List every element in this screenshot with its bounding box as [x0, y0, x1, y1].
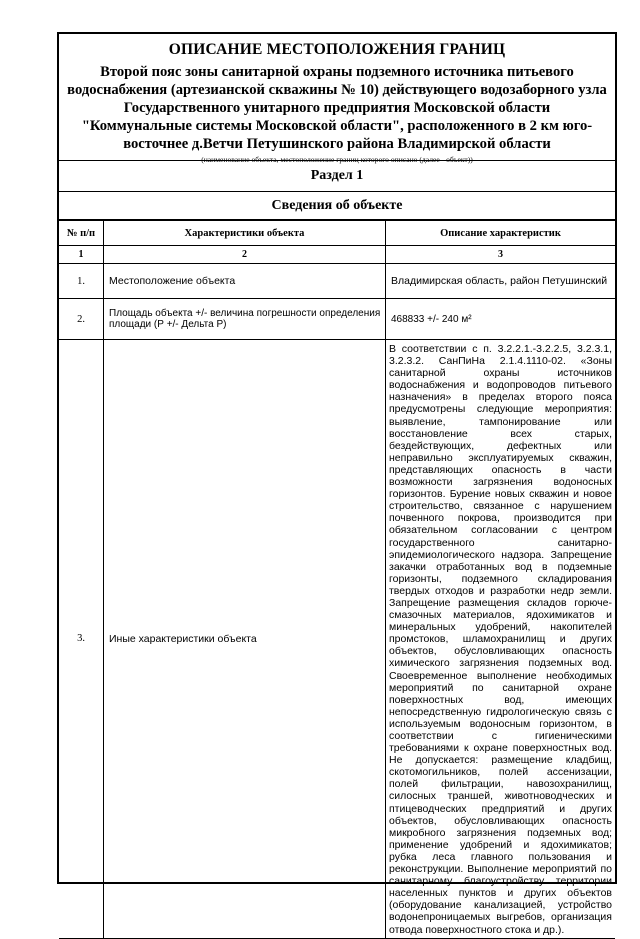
table-header-row — [59, 221, 615, 246]
row-characteristic: Площадь объекта +/- величина погрешности определения площади (Р +/- Дельта Р) — [104, 299, 386, 340]
header-number: № п/п — [59, 221, 104, 246]
row-number: 3. — [59, 340, 104, 939]
object-name: Второй пояс зоны санитарной охраны подземного источника питьевого водоснабжения (артезианской скважины № 10) действующего водозаборного узла Государственного унитарного предприятия Московской области "Коммунальные системы Московской области", расположенного в 2 км юго-восточнее д.Ветчи Петушинского района Владимирской области — [67, 64, 607, 152]
table-row — [59, 340, 615, 939]
column-number-1: 1 — [59, 246, 104, 264]
object-info-table — [59, 220, 615, 939]
row-description: 468833 +/- 240 м² — [386, 299, 616, 340]
table-row — [59, 264, 615, 299]
object-note: (наименование объекта, местоположение границ которого описано (далее - объект)) — [201, 155, 473, 164]
column-number-row — [59, 246, 615, 264]
row-description: В соответствии с п. 3.2.2.1.-3.2.2.5, 3.2.3.1, 3.2.3.2. СанПиНа 2.1.4.1110-02. «Зоны санитарной охраны источников водоснабжения и водопроводов питьевого назначения» в пределах второго пояса предусмотрены следующие мероприятия: выявление, тампонирование или восстановление всех старых, бездействующих, дефектных или неправильно эксплуатируемых скважин, представляющих опасность в части возможности загрязнения водоносных горизонтов. Бурение новых скважин и новое строительство, связанное с нарушением почвенного покрова, производится при обязательном согласовании с центром государственного санитарно-эпидемиологического надзора. Запрещение закачки отработанных вод в подземные горизонты, подземного складирования твердых отходов и разработки недр земли. Запрещение размещения складов горюче-смазочных материалов, ядохимикатов и минеральных удобрений, накопителей промстоков, шламохранилищ и других объектов, обусловливающих опасность химического загрязнения подземных вод. Своевременное выполнение необходимых мероприятий по санитарной охране поверхностных вод, имеющих непосредственную гидрологическую связь с используемым водоносным горизонтом, в соответствии с гигиеническими требованиями к охране поверхностных вод. Не допускается: размещение кладбищ, скотомогильников, полей ассенизации, полей фильтрации, навозохранилищ, силосных траншей, животноводческих и птицеводческих предприятий и других объектов, обусловливающих опасность микробного загрязнения подземных вод; применение удобрений и ядохимикатов; рубка леса главного пользования и реконструкции. Выполнение мероприятий по санитарному благоустройству территории населенных пунктов и других объектов (оборудование канализацией, устройство водонепроницаемых выгребов, организация отвода поверхностного стока и др.). — [386, 340, 616, 939]
row-characteristic: Местоположение объекта — [104, 264, 386, 299]
header-description: Описание характеристик — [386, 221, 616, 246]
column-number-2: 2 — [104, 246, 386, 264]
column-number-3: 3 — [386, 246, 616, 264]
document-page — [57, 32, 617, 936]
title-block — [59, 34, 615, 164]
section-title: Раздел 1 — [59, 161, 615, 192]
row-description: Владимирская область, район Петушинский — [386, 264, 616, 299]
row-number: 2. — [59, 299, 104, 340]
header-characteristic: Характеристики объекта — [104, 221, 386, 246]
document-title: ОПИСАНИЕ МЕСТОПОЛОЖЕНИЯ ГРАНИЦ — [168, 41, 506, 58]
info-title: Сведения об объекте — [59, 192, 615, 220]
table-row — [59, 299, 615, 340]
row-number: 1. — [59, 264, 104, 299]
row-characteristic: Иные характеристики объекта — [104, 340, 386, 939]
